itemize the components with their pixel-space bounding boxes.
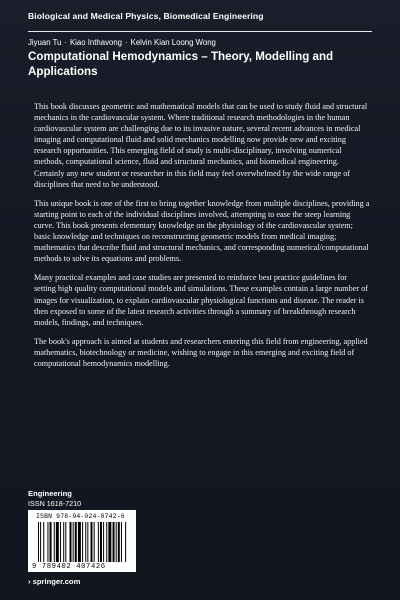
- barcode-digits: 9 789402 407426: [32, 563, 106, 571]
- author-name: Kelvin Kian Loong Wong: [130, 38, 216, 47]
- author-separator: ·: [125, 38, 128, 47]
- authors-line: [28, 38, 372, 47]
- blurb-paragraph: The book's approach is aimed at students and researchers entering this field from engineering, applied mathematics, biotechnology or medicine, wishing to engage in this emerging and exciting field of computational hemodynamics modelling.: [34, 336, 368, 368]
- blurb-paragraph: This book discusses geometric and mathematical models that can be used to study fluid and structural mechanics in the cardiovascular system. Where traditional research methodologies in the human cardiovascular system are challenging due to its invasive nature, several recent advances in medical imaging and computational fluid and solid mechanics modelling now provide new and exciting research opportunities. This emerging field of study is multi-disciplinary, involving numerical methods, computational science, fluid and structural mechanics, and biomedical engineering. Certainly any new student or researcher in this field may feel overwhelmed by the wide range of disciplines that need to be understood.: [34, 102, 368, 189]
- discipline-label: Engineering: [28, 489, 72, 498]
- blurb: [34, 101, 370, 377]
- blurb-paragraph: Many practical examples and case studies are presented to reinforce best practice guidelines for setting high quality computational models and simulations. These examples contain a large number of images for visualization, to explain cardiovascular physiological functions and disease. The reader is then exposed to some of the latest research activities through a summary of breakthrough research models, findings, and techniques.: [34, 273, 368, 327]
- blurb-paragraph: This unique book is one of the first to bring together knowledge from multiple disciplines, providing a starting point to each of the individual disciplines involved, attempting to ease the steep learning curve. This book presents elementary knowledge on the physiology of the cardiovascular system; basic knowledge and techniques on reconstructing geometric models from medical imaging; mathematics that describe fluid and structural mechanics, and corresponding numerical/computational methods to solve its equations and problems.: [34, 198, 370, 264]
- series-title: Biological and Medical Physics, Biomedical Engineering: [28, 11, 264, 21]
- author-separator: ·: [64, 38, 67, 47]
- header-divider: [28, 31, 372, 32]
- issn-label: ISSN 1618-7210: [28, 499, 82, 508]
- publisher-link[interactable]: › springer.com: [28, 577, 81, 586]
- author-name: Kiao Inthavong: [69, 38, 123, 47]
- barcode: [28, 510, 136, 572]
- book-title: Computational Hemodynamics – Theory, Modelling and Applications: [28, 50, 334, 78]
- isbn-label: ISBN 978-94-024-0742-6: [36, 513, 125, 520]
- author-name: Jiyuan Tu: [28, 38, 62, 47]
- barcode-bars: [38, 522, 128, 562]
